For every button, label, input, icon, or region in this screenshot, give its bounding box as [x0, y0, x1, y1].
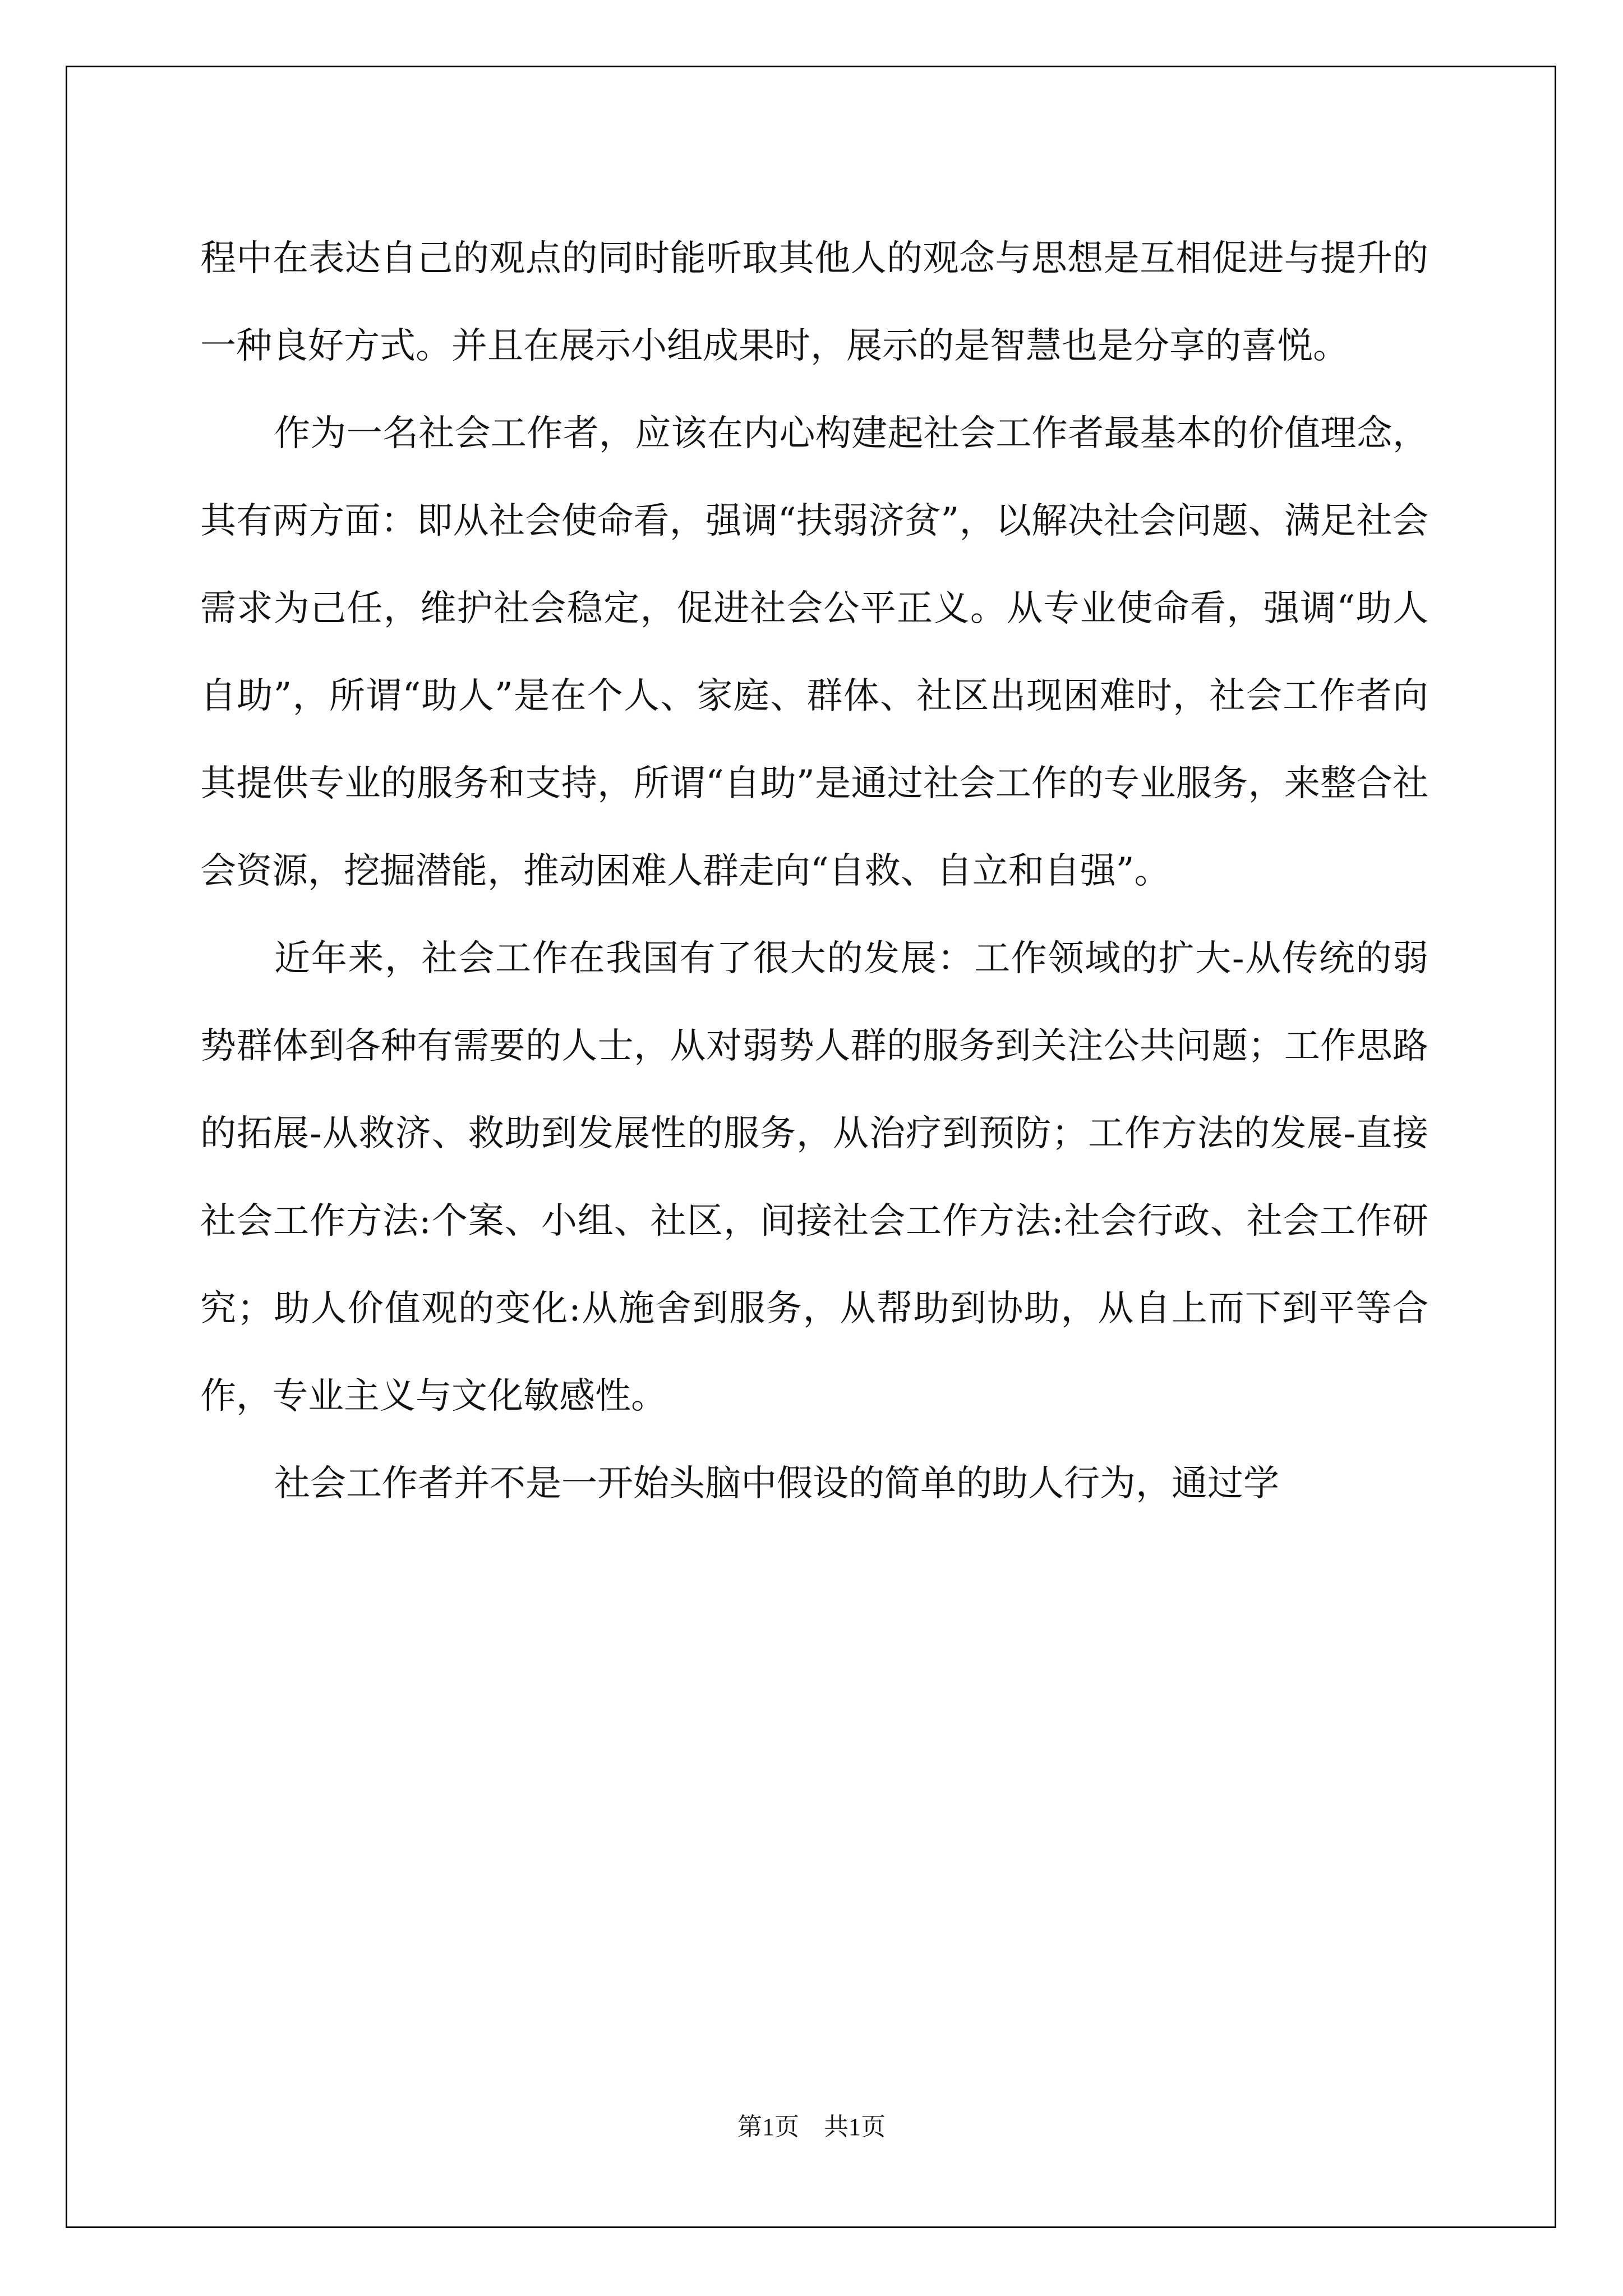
paragraph-recent-development: 近年来，社会工作在我国有了很大的发展：工作领域的扩大-从传统的弱势群体到各种有需要的人士，从对弱势人群的服务到关注公共问题；工作思路的拓展-从救济、救助到发展性的服务，从治疗到预防；工作方法的发展-直接社会工作方法:个案、小组、社区，间接社会工作方法:社会行政、社会工作研究；助人价值观的变化:从施舍到服务，从帮助到协助，从自上而下到平等合作，专业主义与文化敏感性。: [200, 938, 1428, 1417]
document-body: [200, 215, 1428, 1527]
page-number: 第1页: [737, 2113, 799, 2141]
paragraph-learning: 社会工作者并不是一开始头脑中假设的简单的助人行为，通过学: [274, 1463, 1279, 1504]
total-pages: 共1页: [824, 2113, 886, 2141]
page-footer: [0, 2106, 1623, 2142]
paragraph-continued: 程中在表达自己的观点的同时能听取其他人的观念与思想是互相促进与提升的一种良好方式。并且在展示小组成果时，展示的是智慧也是分享的喜悦。: [200, 238, 1428, 367]
footer-gap: [799, 2113, 824, 2141]
paragraph-social-worker-values: 作为一名社会工作者，应该在内心构建起社会工作者最基本的价值理念，其有两方面：即从社会使命看，强调“扶弱济贫”，以解决社会问题、满足社会需求为己任，维护社会稳定，促进社会公平正义。从专业使命看，强调“助人自助”，所谓“助人”是在个人、家庭、群体、社区出现困难时，社会工作者向其提供专业的服务和支持，所谓“自助”是通过社会工作的专业服务，来整合社会资源，挖掘潜能，推动困难人群走向“自救、自立和自强”。: [200, 413, 1428, 892]
